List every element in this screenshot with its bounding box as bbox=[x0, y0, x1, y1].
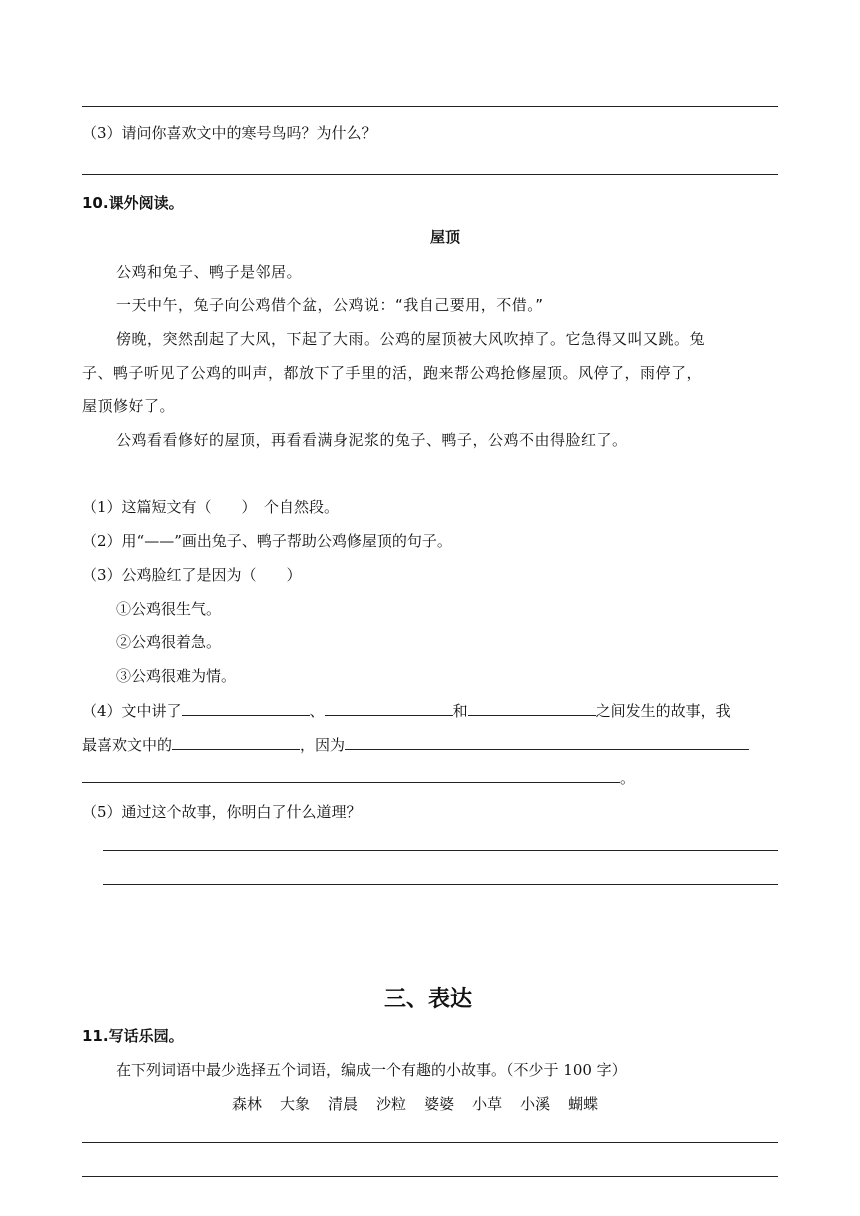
word-item: 沙粒 bbox=[376, 1095, 407, 1113]
fill-blank[interactable] bbox=[182, 699, 310, 716]
story-paragraph: 公鸡看看修好的屋顶，再看看满身泥浆的兔子、鸭子，公鸡不由得脸红了。 bbox=[116, 431, 628, 449]
q10-sub4-line3 bbox=[82, 766, 635, 788]
section-title: 三、表达 bbox=[384, 987, 473, 1012]
word-item: 蝴蝶 bbox=[568, 1095, 599, 1113]
story-title: 屋顶 bbox=[430, 228, 461, 246]
option-3: ③公鸡很难为情。 bbox=[116, 667, 237, 685]
word-item: 清晨 bbox=[328, 1095, 359, 1113]
answer-line[interactable] bbox=[82, 106, 778, 107]
answer-line[interactable] bbox=[82, 1176, 778, 1177]
fill-blank[interactable] bbox=[345, 733, 749, 750]
q11-instruction: 在下列词语中最少选择五个词语，编成一个有趣的小故事。（不少于 100 字） bbox=[116, 1061, 627, 1079]
q11-heading: 11.写话乐园。 bbox=[82, 1027, 184, 1045]
answer-line[interactable] bbox=[82, 1142, 778, 1143]
option-2: ②公鸡很着急。 bbox=[116, 633, 222, 651]
answer-line[interactable] bbox=[103, 850, 778, 851]
word-item: 婆婆 bbox=[424, 1095, 455, 1113]
fill-blank[interactable] bbox=[82, 766, 620, 783]
fill-blank[interactable] bbox=[468, 699, 596, 716]
answer-line[interactable] bbox=[82, 174, 778, 175]
sub4-prefix: （4）文中讲了 bbox=[82, 702, 182, 720]
word-item: 小溪 bbox=[520, 1095, 551, 1113]
q9-sub3: （3）请问你喜欢文中的寒号鸟吗？为什么？ bbox=[82, 124, 377, 142]
q10-sub4-line1 bbox=[82, 699, 731, 721]
word-item: 森林 bbox=[232, 1095, 263, 1113]
q10-sub4-line2 bbox=[82, 733, 749, 755]
sub4-sep2: 和 bbox=[452, 702, 468, 720]
story-paragraph: 一天中午，兔子向公鸡借个盆，公鸡说：“我自己要用，不借。” bbox=[116, 296, 544, 314]
q10-sub5: （5）通过这个故事，你明白了什么道理？ bbox=[82, 803, 362, 821]
q10-sub1: （1）这篇短文有（ ） 个自然段。 bbox=[82, 498, 340, 516]
story-paragraph: 子、鸭子听见了公鸡的叫声，都放下了手里的活，跑来帮公鸡抢修屋顶。风停了，雨停了， bbox=[82, 364, 703, 382]
answer-line[interactable] bbox=[103, 884, 778, 885]
word-item: 大象 bbox=[280, 1095, 311, 1113]
q10-heading: 10.课外阅读。 bbox=[82, 194, 184, 212]
q10-sub3: （3）公鸡脸红了是因为（ ） bbox=[82, 566, 302, 584]
sub4-line2-prefix: 最喜欢文中的 bbox=[82, 736, 173, 754]
story-paragraph: 傍晚，突然刮起了大风，下起了大雨。公鸡的屋顶被大风吹掉了。它急得又叫又跳。兔 bbox=[116, 330, 706, 348]
sub4-line2-mid: ，因为 bbox=[300, 736, 346, 754]
fill-blank[interactable] bbox=[325, 699, 453, 716]
word-list bbox=[232, 1093, 616, 1114]
fill-blank[interactable] bbox=[172, 733, 300, 750]
sub4-sep1: 、 bbox=[309, 702, 325, 720]
option-1: ①公鸡很生气。 bbox=[116, 600, 222, 618]
story-paragraph: 公鸡和兔子、鸭子是邻居。 bbox=[116, 263, 303, 281]
story-paragraph: 屋顶修好了。 bbox=[82, 397, 176, 415]
word-item: 小草 bbox=[472, 1095, 503, 1113]
sub4-end: 。 bbox=[620, 769, 636, 787]
sub4-tail: 之间发生的故事，我 bbox=[595, 702, 731, 720]
q10-sub2: （2）用“——”画出兔子、鸭子帮助公鸡修屋顶的句子。 bbox=[82, 532, 452, 550]
